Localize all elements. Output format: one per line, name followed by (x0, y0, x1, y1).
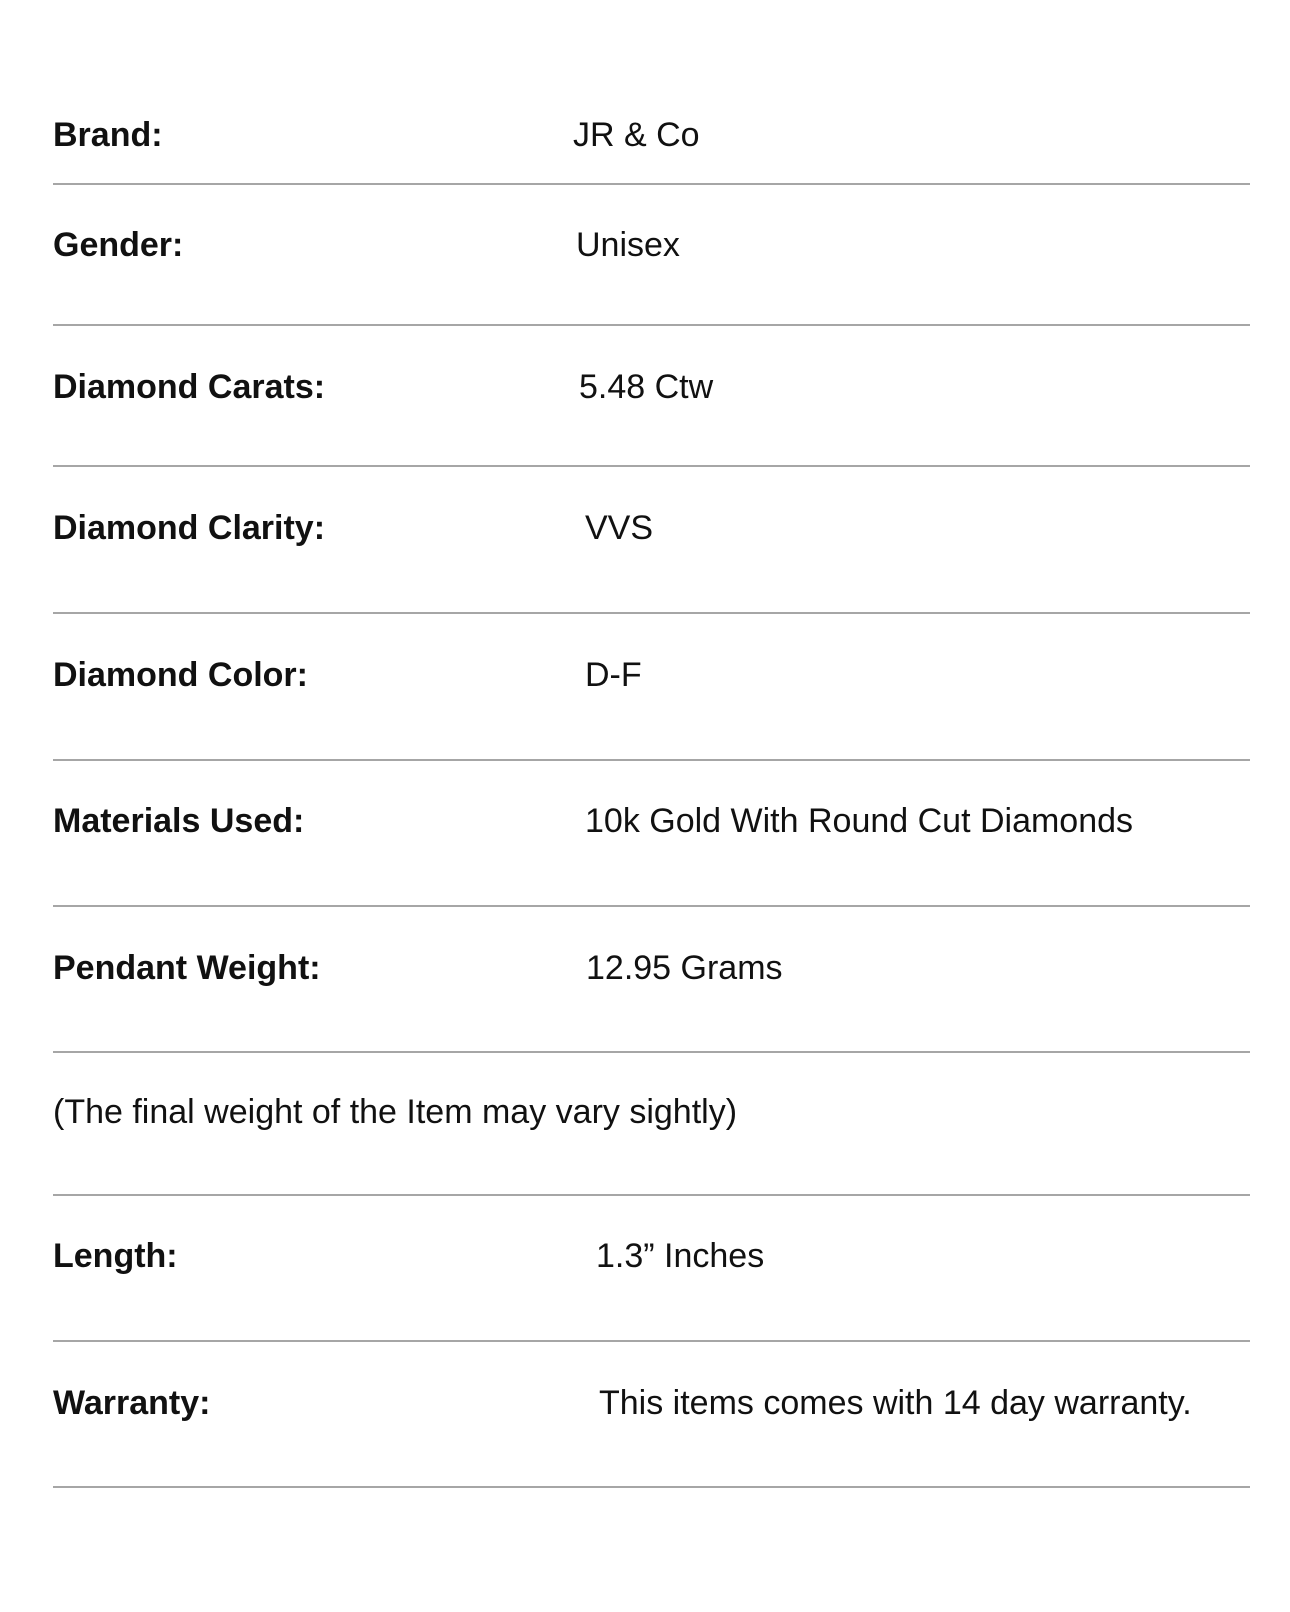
row-divider (53, 905, 1250, 907)
row-divider (53, 1486, 1250, 1488)
row-divider (53, 1194, 1250, 1196)
row-divider (53, 759, 1250, 761)
spec-label-warranty: Warranty: (53, 1384, 211, 1422)
spec-value-warranty: This items comes with 14 day warranty. (599, 1384, 1192, 1422)
spec-value-gender: Unisex (576, 226, 680, 264)
spec-value-diamond-color: D-F (585, 656, 642, 694)
row-divider (53, 183, 1250, 185)
row-divider (53, 612, 1250, 614)
row-divider (53, 1340, 1250, 1342)
spec-value-diamond-carats: 5.48 Ctw (579, 368, 714, 406)
spec-value-diamond-clarity: VVS (585, 509, 654, 547)
row-divider (53, 1051, 1250, 1053)
spec-label-brand: Brand: (53, 116, 163, 154)
weight-disclaimer: (The final weight of the Item may vary sightly) (53, 1093, 738, 1131)
spec-value-length: 1.3” Inches (596, 1237, 765, 1275)
row-divider (53, 324, 1250, 326)
spec-label-diamond-carats: Diamond Carats: (53, 368, 326, 406)
spec-label-diamond-clarity: Diamond Clarity: (53, 509, 326, 547)
spec-label-length: Length: (53, 1237, 178, 1275)
spec-value-pendant-weight: 12.95 Grams (586, 949, 783, 987)
spec-label-diamond-color: Diamond Color: (53, 656, 308, 694)
spec-label-gender: Gender: (53, 226, 184, 264)
spec-label-materials-used: Materials Used: (53, 802, 305, 840)
spec-value-materials-used: 10k Gold With Round Cut Diamonds (585, 802, 1134, 840)
spec-value-brand: JR & Co (573, 116, 700, 154)
spec-label-pendant-weight: Pendant Weight: (53, 949, 321, 987)
row-divider (53, 465, 1250, 467)
